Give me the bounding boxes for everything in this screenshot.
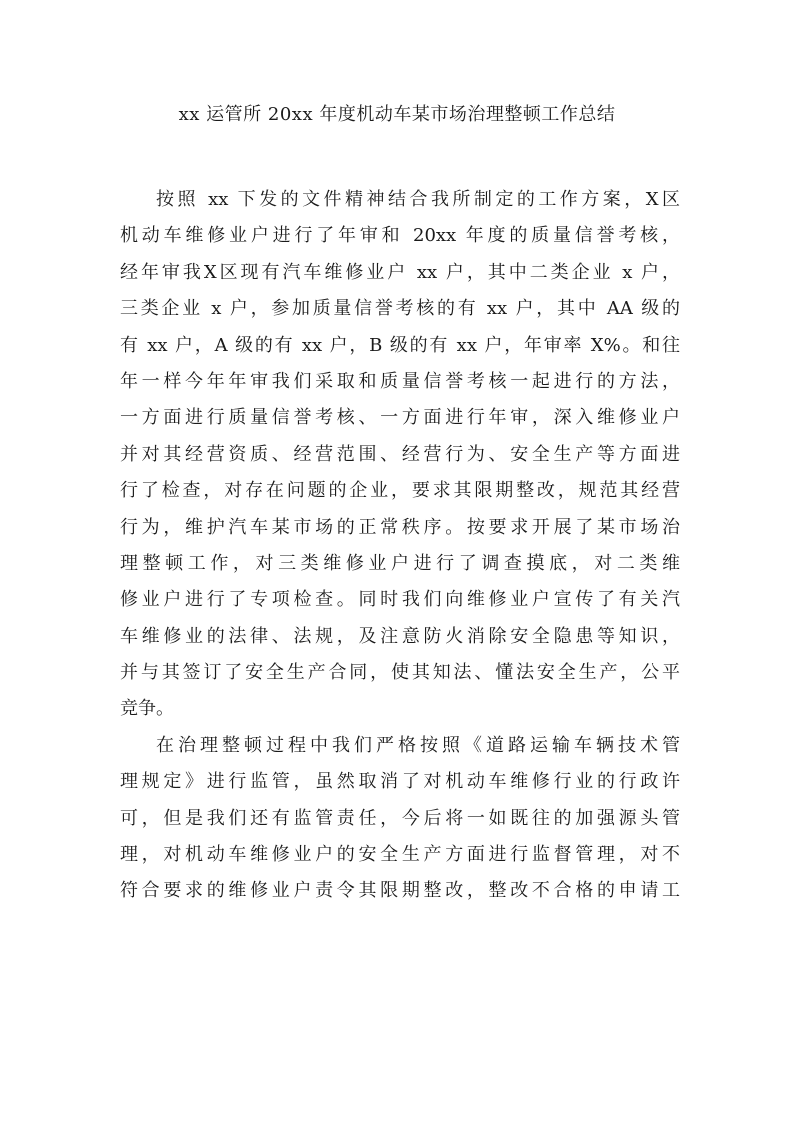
text-line: 车维修业的法律、法规，及注意防火消除安全隐患等知识， bbox=[120, 625, 680, 647]
text-line: 三类企业 x 户，参加质量信誉考核的有 xx 户，其中 AA 级的 bbox=[120, 298, 680, 320]
text-line: 理整顿工作，对三类维修业户进行了调查摸底，对二类维 bbox=[120, 552, 680, 574]
text-line: 并与其签订了安全生产合同，使其知法、懂法安全生产，公平 bbox=[120, 662, 680, 684]
text-line: 有 xx 户，A 级的有 xx 户，B 级的有 xx 户，年审率 X%。和往 bbox=[120, 334, 680, 356]
text-line: 可，但是我们还有监管责任，今后将一如既往的加强源头管 bbox=[120, 807, 680, 829]
text-line: 符合要求的维修业户责令其限期整改，整改不合格的申请工 bbox=[120, 880, 680, 902]
text-line: 行为，维护汽车某市场的正常秩序。按要求开展了某市场治 bbox=[120, 516, 680, 538]
text-line: 理，对机动车维修业户的安全生产方面进行监督管理，对不 bbox=[120, 844, 680, 866]
text-line: 经年审我X区现有汽车维修业户 xx 户，其中二类企业 x 户， bbox=[120, 261, 680, 283]
document-title: xx 运管所 20xx 年度机动车某市场治理整顿工作总结 bbox=[178, 104, 616, 125]
text-line: 理规定》进行监管，虽然取消了对机动车维修行业的行政许 bbox=[120, 771, 680, 793]
text-line: 在治理整顿过程中我们严格按照《道路运输车辆技术管 bbox=[156, 734, 680, 756]
text-line: 竞争。 bbox=[120, 698, 174, 720]
text-line: 修业户进行了专项检查。同时我们向维修业户宣传了有关汽 bbox=[120, 589, 680, 611]
paragraph-2 bbox=[120, 728, 680, 910]
paragraph-1 bbox=[120, 182, 680, 728]
text-line: 机动车维修业户进行了年审和 20xx 年度的质量信誉考核， bbox=[120, 225, 680, 247]
text-line: 行了检查，对存在问题的企业，要求其限期整改，规范其经营 bbox=[120, 480, 680, 502]
text-line: 年一样今年年审我们采取和质量信誉考核一起进行的方法， bbox=[120, 370, 680, 392]
text-line: 按照 xx 下发的文件精神结合我所制定的工作方案，X区 bbox=[156, 189, 680, 210]
document-body bbox=[120, 182, 680, 910]
text-line: 一方面进行质量信誉考核、一方面进行年审，深入维修业户 bbox=[120, 407, 680, 429]
text-line: 并对其经营资质、经营范围、经营行为、安全生产等方面进 bbox=[120, 443, 680, 465]
